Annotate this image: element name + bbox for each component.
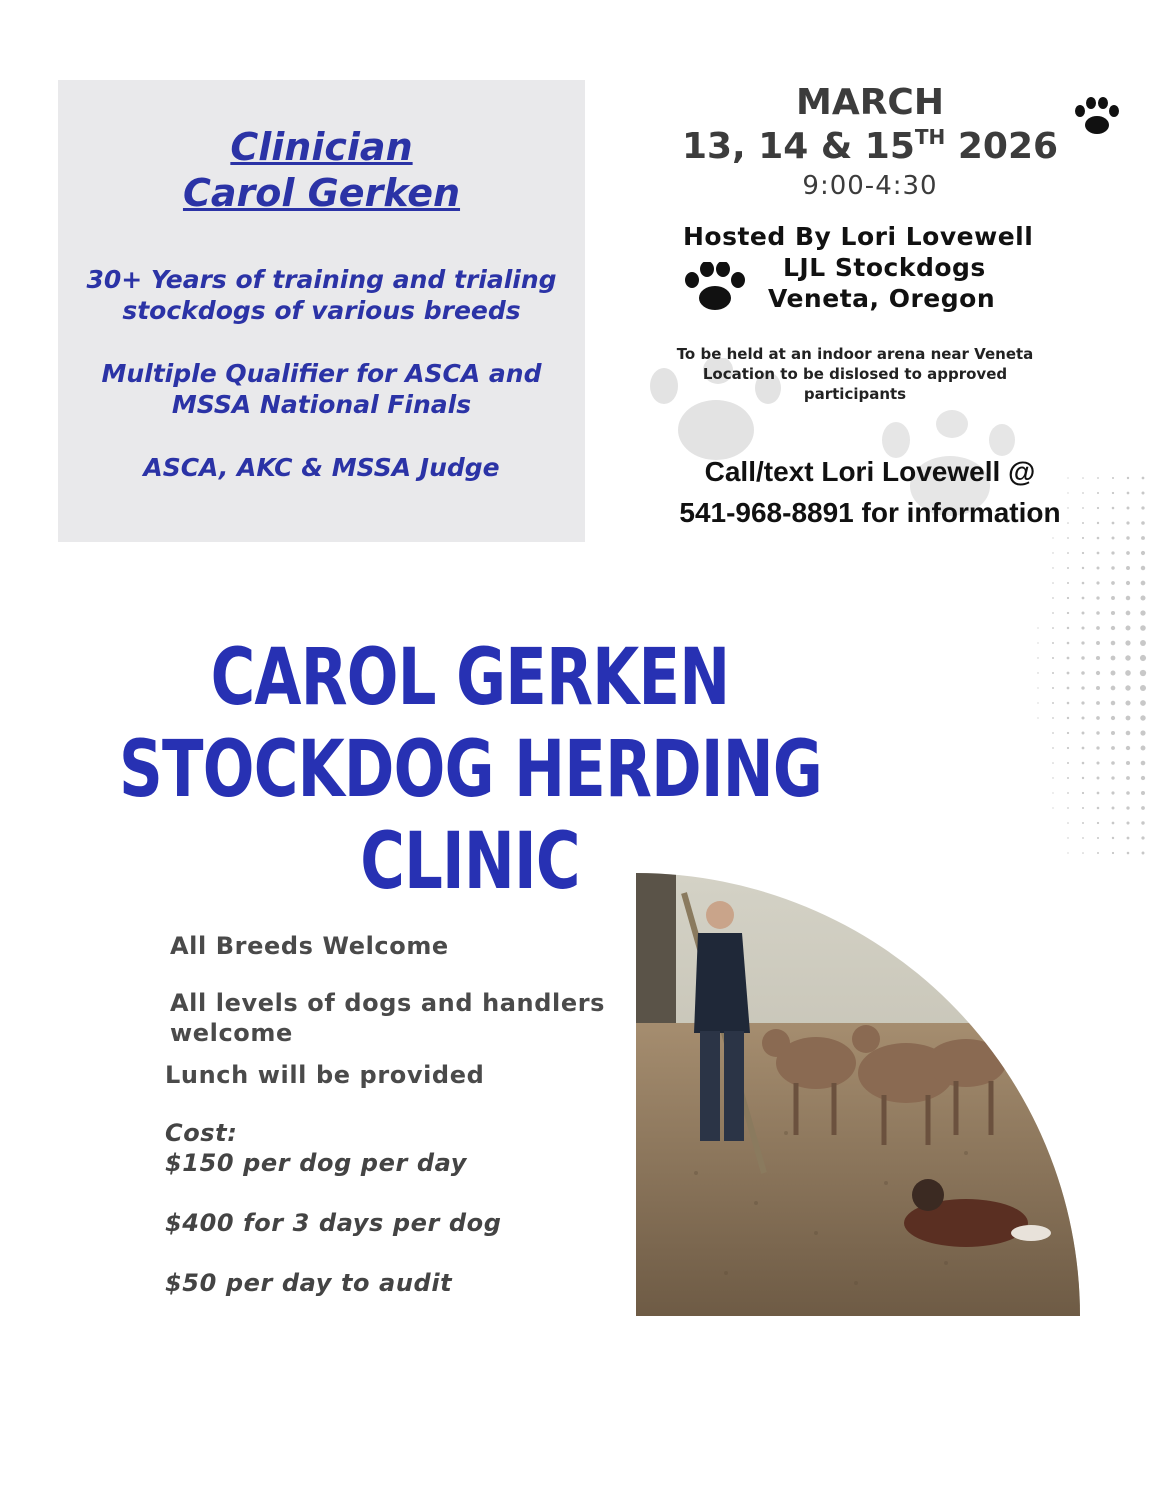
pattern-dot [1082,777,1084,779]
pattern-dot [1052,552,1053,553]
pattern-dot [1081,701,1084,704]
pattern-dot [1111,671,1116,676]
pattern-dot [1141,761,1146,766]
pattern-dot [1111,566,1114,569]
pattern-dot [1096,716,1100,720]
clinic-heading-line1: CAROL GERKEN [210,633,730,723]
pattern-dot [1141,566,1145,570]
pattern-dot [1125,640,1130,645]
pattern-dot [1052,777,1053,778]
pattern-dot [1037,687,1038,688]
pattern-dot [1140,715,1145,720]
pattern-dot [1111,611,1115,615]
pattern-dot [1067,597,1069,599]
location-note [640,344,1070,404]
pattern-dot [1082,747,1085,750]
pattern-dot [1126,761,1130,765]
pattern-dot [1125,670,1131,676]
event-time: 9:00-4:30 [802,171,938,201]
pattern-dot [1112,477,1114,479]
pattern-dot [1112,507,1115,510]
pattern-dot [1111,596,1115,600]
pattern-dot [1125,655,1130,660]
pattern-dot [1052,537,1053,538]
pattern-dot [1126,731,1131,736]
pattern-dot [1141,521,1145,525]
pattern-dot [1141,746,1146,751]
pattern-dot [1112,837,1114,839]
pattern-dot [1126,536,1129,539]
pattern-dot [1112,522,1115,525]
pattern-dot [1082,807,1084,809]
pattern-dot [1127,852,1130,855]
cost-three-days: $400 for 3 days per dog [165,1209,502,1237]
pattern-dot [1067,687,1070,690]
pattern-dot [1052,567,1053,568]
credential-experience-line2: stockdogs of various breeds [122,296,521,325]
pattern-dot [1052,627,1054,629]
pattern-dot [1037,657,1038,658]
pattern-dot [1082,852,1084,854]
pattern-dot [1081,656,1084,659]
clinician-title-line1: Clinician [230,125,413,169]
pattern-dot [1067,777,1069,779]
clinic-photo [636,873,1080,1316]
pattern-dot [1112,807,1115,810]
credential-experience-line1: 30+ Years of training and trialing [86,265,557,294]
pattern-dot [1140,610,1145,615]
credential-qualifier-line2: MSSA National Finals [171,390,472,419]
cost-per-day: $150 per dog per day [165,1149,467,1177]
pattern-dot [1142,492,1145,495]
pattern-dot [1067,792,1069,794]
pattern-dot [1140,655,1146,661]
location-line2: Location to be dislosed to approved [702,365,1008,383]
pattern-dot [1125,685,1130,690]
pattern-dot [1052,687,1054,689]
pattern-dot [1126,566,1130,570]
clinic-heading-line3: CLINIC [360,817,580,907]
pattern-dot [1141,806,1145,810]
pattern-dot [1096,596,1099,599]
pattern-dot [1067,747,1069,749]
pattern-dot [1126,581,1130,585]
paw-print-icon [1074,97,1120,137]
pattern-dot [1067,762,1069,764]
pattern-dot [1126,806,1129,809]
pattern-dot [1082,597,1085,600]
pattern-dot [1141,836,1144,839]
pattern-dot [1097,822,1099,824]
pattern-dot [1096,626,1100,630]
contact-line1: Call/text Lori Lovewell @ [704,456,1036,487]
credential-experience [58,264,585,326]
pattern-dot [1141,776,1145,780]
pattern-dot [1111,641,1116,646]
pattern-dot [1067,732,1069,734]
pattern-dot [1126,626,1131,631]
pattern-dot [1082,792,1084,794]
pattern-dot [1052,807,1053,808]
pattern-dot [1097,837,1099,839]
event-year: 2026 [957,126,1059,167]
pattern-dot [1140,595,1145,600]
pattern-dot [1037,642,1038,643]
pattern-dot [1096,656,1100,660]
pattern-dot [1082,732,1085,735]
pattern-dot [1081,716,1084,719]
pattern-dot [1082,822,1084,824]
pattern-dot [1112,537,1115,540]
clinician-title [58,124,585,216]
pattern-dot [1052,657,1054,659]
pattern-dot [1096,701,1100,705]
pattern-dot [1111,716,1115,720]
cost-audit: $50 per day to audit [165,1269,453,1297]
pattern-dot [1037,702,1038,703]
pattern-dot [1141,581,1146,586]
pattern-dot [1082,612,1085,615]
event-month: MARCH [796,82,944,123]
pattern-dot [1127,837,1130,840]
pattern-dot [1067,852,1068,853]
pattern-dot [1097,537,1100,540]
pattern-dot [1082,837,1084,839]
pattern-dot [1140,730,1145,735]
pattern-dot [1052,642,1054,644]
pattern-dot [1141,821,1144,824]
pattern-dot [1097,807,1100,810]
pattern-dot [1126,776,1130,780]
pattern-dot [1097,552,1100,555]
pattern-dot [1096,746,1099,749]
pattern-dot [1126,596,1130,600]
detail-lunch: Lunch will be provided [165,1061,485,1089]
clinic-heading-line2: STOCKDOG HERDING [119,725,823,815]
pattern-dot [1112,822,1115,825]
pattern-dot [1082,537,1084,539]
pattern-dot [1111,626,1115,630]
pattern-dot [1111,656,1116,661]
pattern-dot [1126,791,1130,795]
pattern-dot [1067,672,1070,675]
pattern-dot [1111,776,1114,779]
pattern-dot [1097,777,1100,780]
event-dates [640,126,1100,168]
pattern-dot [1052,582,1054,584]
pattern-dot [1067,552,1069,554]
dot-pattern [1000,470,1160,870]
pattern-dot [1067,657,1070,660]
pattern-dot [1111,746,1115,750]
pattern-dot [1126,716,1131,721]
pattern-dot [1052,732,1054,734]
pattern-dot [1052,792,1053,793]
pattern-dot [1082,762,1085,765]
pattern-dot [1052,762,1054,764]
pattern-dot [1111,581,1115,585]
pattern-dot [1140,670,1146,676]
pattern-dot [1097,792,1100,795]
pattern-dot [1082,492,1084,494]
pattern-dot [1052,702,1054,704]
pattern-dot [1140,685,1146,691]
host-city: Veneta, Oregon [768,284,996,313]
pattern-dot [1052,747,1054,749]
location-line3: participants [803,385,907,403]
pattern-dot [1067,837,1068,838]
pattern-dot [1126,551,1130,555]
pattern-dot [1127,507,1130,510]
credential-qualifier-line1: Multiple Qualifier for ASCA and [101,359,542,388]
cost-label: Cost: [165,1119,238,1147]
host-business: LJL Stockdogs [783,253,986,282]
pattern-dot [1127,492,1130,495]
pattern-dot [1141,791,1145,795]
paw-print-icon [684,262,746,312]
pattern-dot [1140,700,1146,706]
location-line1: To be held at an indoor arena near Veneta [676,345,1034,363]
pattern-dot [1067,807,1069,809]
pattern-dot [1067,567,1069,569]
pattern-dot [1052,612,1054,614]
pattern-dot [1037,627,1038,628]
pattern-dot [1082,567,1084,569]
pattern-dot [1067,537,1069,539]
pattern-dot [1096,641,1100,645]
pattern-dot [1097,492,1099,494]
pattern-dot [1067,822,1069,824]
pattern-dot [1081,671,1085,675]
pattern-dot [1096,761,1099,764]
clinician-title-line2: Carol Gerken [182,171,461,215]
pattern-dot [1126,521,1129,524]
pattern-dot [1067,612,1069,614]
pattern-dot [1096,611,1100,615]
event-dates-days: 13, 14 & 15 [681,126,915,167]
pattern-dot [1142,852,1145,855]
pattern-dot [1067,627,1069,629]
pattern-dot [1111,731,1115,735]
detail-levels-line1: All levels of dogs and handlers [170,989,606,1017]
pattern-dot [1140,625,1146,631]
credential-qualifier [58,358,585,420]
pattern-dot [1141,551,1145,555]
pattern-dot [1037,672,1038,673]
pattern-dot [1111,686,1116,691]
pattern-dot [1052,597,1054,599]
detail-breeds: All Breeds Welcome [170,932,449,960]
pattern-dot [1037,717,1038,718]
pattern-dot [1096,671,1100,675]
event-dates-suffix: TH [914,125,946,149]
pattern-dot [1096,581,1099,584]
pattern-dot [1067,717,1069,719]
pattern-dot [1067,582,1069,584]
pattern-dot [1126,611,1131,616]
pattern-dot [1096,686,1100,690]
pattern-dot [1067,642,1070,645]
pattern-dot [1067,492,1068,493]
pattern-dot [1112,492,1114,494]
pattern-dot [1052,672,1054,674]
pattern-dot [1097,567,1100,570]
pattern-dot [1082,552,1084,554]
pattern-dot [1111,791,1114,794]
pattern-dot [1097,852,1099,854]
pattern-dot [1127,477,1129,479]
pattern-dot [1112,852,1114,854]
pattern-dot [1081,686,1084,689]
hosted-by: Hosted By Lori Lovewell [683,222,1034,251]
pattern-dot [1125,700,1130,705]
pattern-dot [1141,536,1145,540]
pattern-dot [1111,761,1115,765]
pattern-dot [1142,477,1145,480]
pattern-dot [1067,702,1070,705]
contact-phone: 541-968-8891 for information [679,497,1061,528]
pattern-dot [1126,821,1129,824]
credential-judge: ASCA, AKC & MSSA Judge [143,453,500,482]
pattern-dot [1140,640,1146,646]
pattern-dot [1081,641,1084,644]
detail-levels-line2: welcome [170,1019,293,1047]
pattern-dot [1096,731,1099,734]
pattern-dot [1052,717,1054,719]
pattern-dot [1141,506,1144,509]
pattern-dot [1081,626,1084,629]
pattern-dot [1082,582,1085,585]
pattern-dot [1111,701,1115,705]
pattern-dot [1111,551,1114,554]
pattern-dot [1126,746,1130,750]
